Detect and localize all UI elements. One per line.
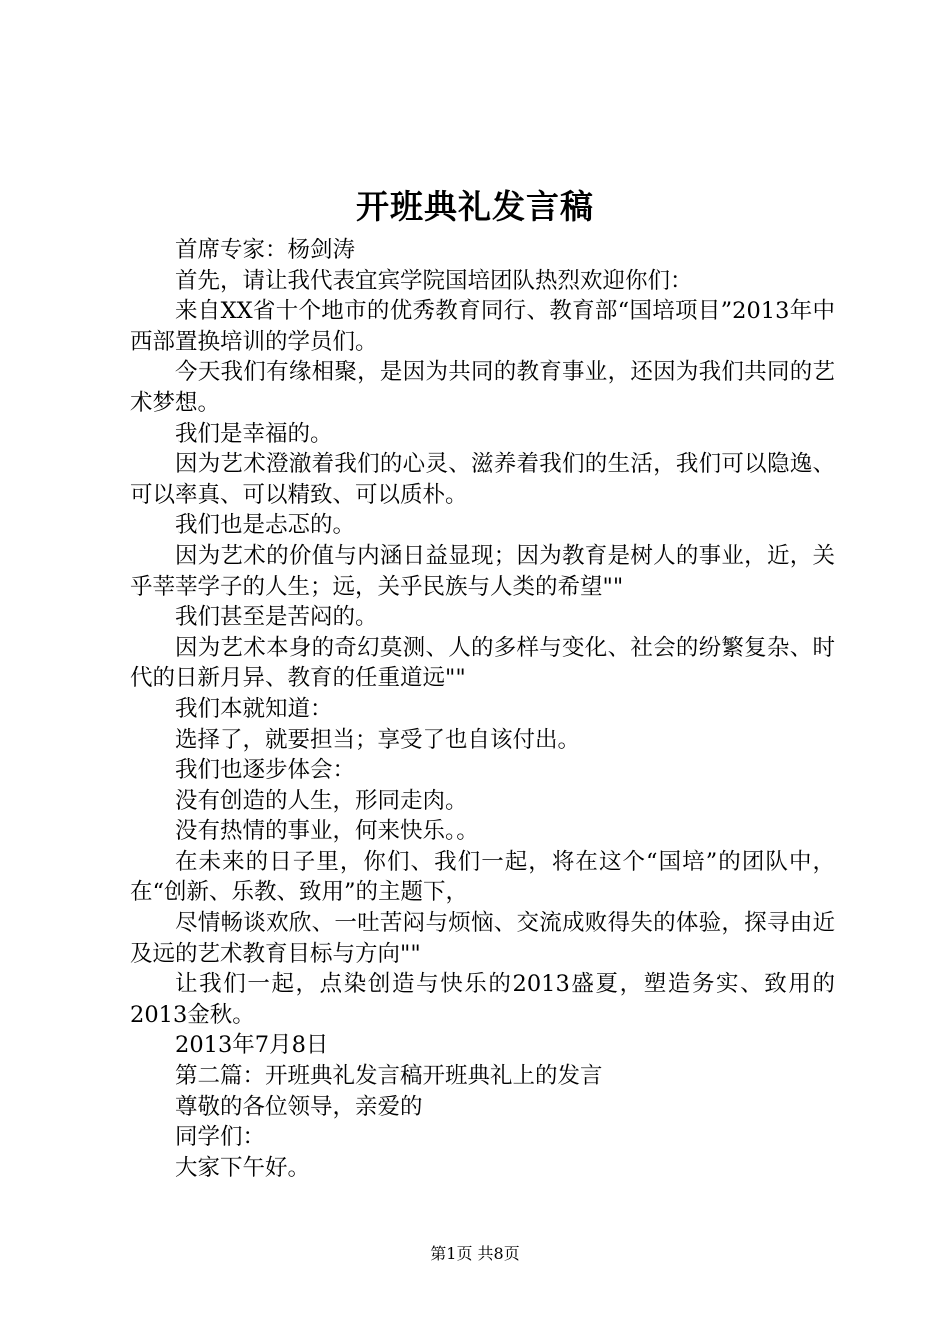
paragraph: 我们本就知道： — [175, 695, 333, 722]
paragraph: 选择了，就要担当；享受了也自该付出。 — [175, 726, 581, 753]
paragraph: 尊敬的各位领导，亲爱的 — [175, 1093, 423, 1120]
paragraph: 我们甚至是苦闷的。 — [175, 604, 378, 631]
paragraph: 因为艺术澄澈着我们的心灵、滋养着我们的生活，我们可以隐逸、可以率真、可以精致、可以质朴。 — [130, 451, 835, 508]
paragraph: 因为艺术本身的奇幻莫测、人的多样与变化、社会的纷繁复杂、时代的日新月异、教育的任重道远"" — [130, 634, 835, 692]
paragraph: 今天我们有缘相聚，是因为共同的教育事业，还因为我们共同的艺术梦想。 — [130, 359, 835, 416]
document-body — [130, 235, 835, 1183]
paragraph: 让我们一起，点染创造与快乐的2013盛夏，塑造务实、致用的2013金秋。 — [130, 971, 835, 1028]
paragraph: 同学们： — [175, 1124, 266, 1151]
page-number: 第1页 共8页 — [430, 1244, 520, 1263]
paragraph: 尽情畅谈欢欣、一吐苦闷与烦恼、交流成败得失的体验，探寻由近及远的艺术教育目标与方向"" — [130, 910, 835, 967]
paragraph: 因为艺术的价值与内涵日益显现；因为教育是树人的事业，近，关乎莘莘学子的人生；远，关乎民族与人类的希望"" — [130, 542, 835, 600]
paragraph: 第二篇：开班典礼发言稿开班典礼上的发言 — [175, 1063, 603, 1090]
paragraph: 我们也逐步体会： — [175, 757, 356, 784]
document-title: 开班典礼发言稿 — [356, 187, 594, 226]
paragraph: 没有热情的事业，何来快乐。。 — [175, 818, 479, 845]
paragraph: 在未来的日子里，你们、我们一起，将在这个“国培”的团队中，在“创新、乐教、致用”的主题下， — [130, 848, 835, 906]
paragraph: 首席专家：杨剑涛 — [175, 237, 356, 263]
paragraph: 首先，请让我代表宜宾学院国培团队热烈欢迎你们： — [175, 267, 693, 294]
paragraph: 没有创造的人生，形同走肉。 — [175, 787, 468, 814]
paragraph: 我们也是忐忑的。 — [175, 512, 356, 539]
paragraph: 2013年7月8日 — [175, 1032, 329, 1059]
paragraph: 大家下午好。 — [175, 1154, 311, 1181]
paragraph: 我们是幸福的。 — [175, 420, 333, 447]
paragraph: 来自XX省十个地市的优秀教育同行、教育部“国培项目”2013年中西部置换培训的学员们。 — [130, 298, 835, 355]
page-footer — [0, 1243, 950, 1265]
